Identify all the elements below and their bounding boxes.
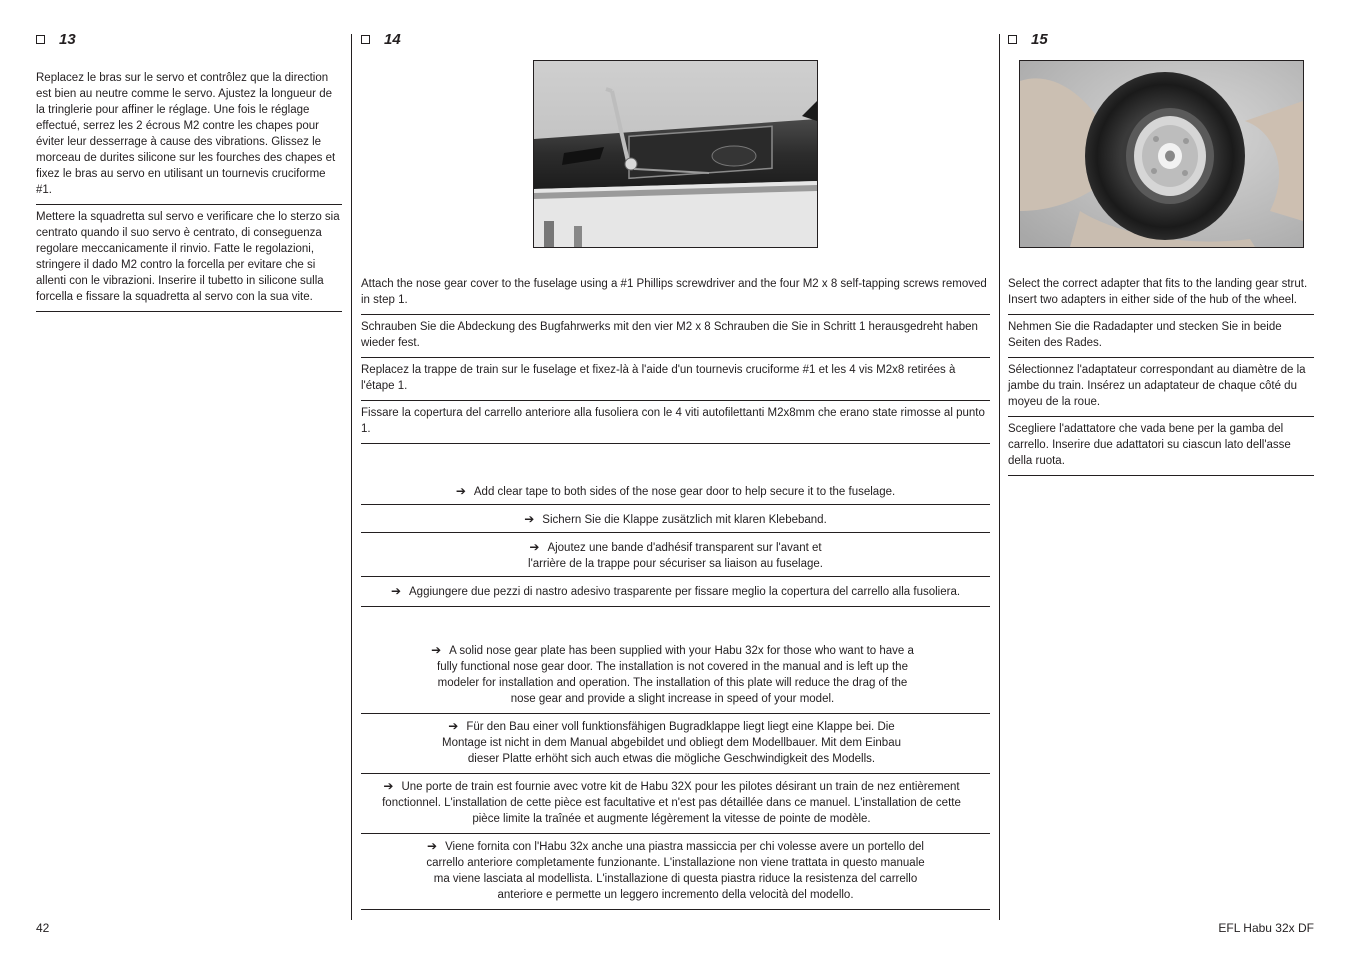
tip-tape-de: ➔ Sichern Sie die Klappe zusätzlich mit klaren Klebeband.: [361, 505, 990, 533]
arrow-right-icon: ➔: [383, 779, 394, 793]
tip-tape-it: ➔ Aggiungere due pezzi di nastro adesivo trasparente per fissare meglio la copertura del carrello alla fusoliera.: [361, 577, 990, 607]
step-14-text-de: Schrauben Sie die Abdeckung des Bugfahrwerks mit den vier M2 x 8 Schrauben die Sie in Schritt 1 herausgedreht haben wieder fest.: [361, 315, 990, 358]
step-13-header: [36, 30, 342, 48]
tip-plate-en: ➔ A solid nose gear plate has been supplied with your Habu 32x for those who want to have a fully functional nose gear door. The installation is not covered in the manual and is left up the modeler for installation and operation. The installation of this plate will reduce the drag of the nose gear and provide a slight increase in speed of your model.: [361, 642, 990, 714]
step-15-text-de: Nehmen Sie die Radadapter und stecken Sie in beide Seiten des Rades.: [1008, 315, 1314, 358]
tip-plate-de: ➔ Für den Bau einer voll funktionsfähigen Bugradklappe liegt liegt eine Klappe bei. Die Montage ist nicht in dem Manual abgebildet und obliegt dem Modellbauer. Mit dem Einbau dieser Platte erhöht sich auch etwas die mögliche Geschwindigkeit des Modells.: [361, 714, 990, 774]
arrow-right-icon: ➔: [455, 484, 466, 498]
step-14-text-fr: Replacez la trappe de train sur le fuselage et fixez-là à l'aide d'un tournevis cruciforme #1 et les 4 vis M2x8 retirées à l'étape 1.: [361, 358, 990, 401]
step-15-text-it: Scegliere l'adattatore che vada bene per la gamba del carrello. Inserire due adattatori su ciascun lato dell'asse della ruota.: [1008, 417, 1314, 476]
step-15-checkbox[interactable]: [1008, 35, 1017, 44]
tip-plate-it: ➔ Viene fornita con l'Habu 32x anche una piastra massiccia per chi volesse avere un portello del carrello anteriore completamente funzionante. L'installazione non viene trattata in questo manuale ma viene lasciata al modellista. L'installazione di questa piastra riduce la resistenza del carrello anteriore e permette un leggero incremento della velocità del modello.: [361, 834, 990, 910]
step-13-text-it: Mettere la squadretta sul servo e verificare che lo sterzo sia centrato quando il suo servo è centrato, di conseguenza regolare meccanicamente il rinvio. Fatte le regolazioni, stringere il dado M2 contro la forcella per evitare che si allenti con le vibrazioni. Inserire il tubetto in silicone sulla forcella e fissare la squadretta al servo con la sua vite.: [36, 205, 342, 312]
step-13-number: 13: [59, 30, 76, 48]
arrow-right-icon: ➔: [448, 719, 459, 733]
step-14-column: [361, 30, 990, 48]
step-15-photo-wheel: [1019, 60, 1304, 248]
step-14-text-en: Attach the nose gear cover to the fuselage using a #1 Phillips screwdriver and the four M2 x 8 self-tapping screws removed in step 1.: [361, 276, 990, 315]
step-15-text-en: Select the correct adapter that fits to the landing gear strut. Insert two adapters in either side of the hub of the wheel.: [1008, 276, 1314, 315]
arrow-right-icon: ➔: [529, 540, 540, 554]
tip-plate-fr: ➔ Une porte de train est fournie avec votre kit de Habu 32X pour les pilotes désirant un train de nez entièrement fonctionnel. L'installation de cette pièce est facultative et n'est pas détaillée dans ce manuel. L'installation de cette pièce limite la traînée et augmente légèrement la vitesse de pointe de modèle.: [361, 774, 990, 834]
step-14-text-it: Fissare la copertura del carrello anteriore alla fusoliera con le 4 viti autofilettanti M2x8mm che erano state rimosse al punto 1.: [361, 401, 990, 444]
step-14-number: 14: [384, 30, 401, 48]
column-divider-left: [351, 34, 352, 920]
step-14-photo-nose-gear: [533, 60, 818, 248]
step-13-text-fr: Replacez le bras sur le servo et contrôlez que la direction est bien au neutre comme le servo. Ajustez la longueur de la tringlerie pour affiner le réglage. Une fois le réglage effectué, serrez les 2 écrous M2 contre les chapes pour éviter leur desserrage à cause des vibrations. Glissez le morceau de durites silicone sur les fourches des chapes et fixez le bras au servo en utilisant un tournevis cruciforme #1.: [36, 70, 342, 205]
product-name: EFL Habu 32x DF: [1218, 921, 1314, 935]
step-14-text-block: [361, 276, 990, 444]
step-14-header: [361, 30, 990, 48]
step-15-text-fr: Sélectionnez l'adaptateur correspondant au diamètre de la jambe du train. Insérez un adaptateur de chaque côté du moyeu de la roue.: [1008, 358, 1314, 417]
step-14-tip-plate: [361, 642, 990, 910]
arrow-right-icon: ➔: [524, 512, 535, 526]
step-13-checkbox[interactable]: [36, 35, 45, 44]
arrow-right-icon: ➔: [427, 839, 438, 853]
step-15-number: 15: [1031, 30, 1048, 48]
step-14-tip-tape: [361, 483, 990, 607]
step-15-header: [1008, 30, 1314, 48]
step-14-checkbox[interactable]: [361, 35, 370, 44]
step-15-text-block: [1008, 276, 1314, 476]
page-number: 42: [36, 921, 50, 935]
arrow-right-icon: ➔: [431, 643, 442, 657]
column-divider-right: [999, 34, 1000, 920]
step-13-column: [36, 30, 342, 312]
step-15-column: [1008, 30, 1314, 48]
tip-tape-en: ➔ Add clear tape to both sides of the nose gear door to help secure it to the fuselage.: [361, 483, 990, 505]
arrow-right-icon: ➔: [390, 584, 402, 598]
tip-tape-fr: ➔ Ajoutez une bande d'adhésif transparent sur l'avant et l'arrière de la trappe pour sécuriser sa liaison au fuselage.: [361, 533, 990, 577]
